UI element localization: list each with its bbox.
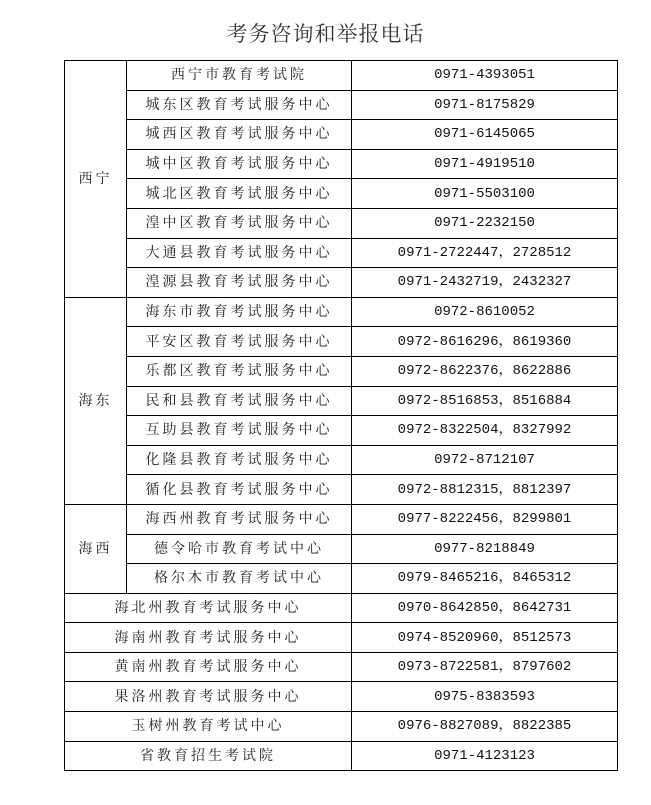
office-name: 湟源县教育考试服务中心 bbox=[127, 268, 352, 298]
table-row bbox=[65, 623, 618, 653]
phone-number: 0979-8465216，8465312 bbox=[352, 564, 618, 594]
office-name: 民和县教育考试服务中心 bbox=[127, 386, 352, 416]
table-row bbox=[65, 652, 618, 682]
office-name: 格尔木市教育考试中心 bbox=[127, 564, 352, 594]
phone-number: 0971-2232150 bbox=[352, 208, 618, 238]
table-row bbox=[65, 475, 618, 505]
table-row bbox=[65, 120, 618, 150]
contact-table bbox=[64, 60, 618, 771]
office-name: 乐都区教育考试服务中心 bbox=[127, 356, 352, 386]
table-row bbox=[65, 238, 618, 268]
office-name: 城中区教育考试服务中心 bbox=[127, 149, 352, 179]
table-row bbox=[65, 682, 618, 712]
table-row bbox=[65, 534, 618, 564]
table-row bbox=[65, 61, 618, 91]
office-name: 玉树州教育考试中心 bbox=[65, 712, 352, 742]
office-name: 城西区教育考试服务中心 bbox=[127, 120, 352, 150]
phone-number: 0971-5503100 bbox=[352, 179, 618, 209]
table-row bbox=[65, 90, 618, 120]
office-name: 果洛州教育考试服务中心 bbox=[65, 682, 352, 712]
office-name: 省教育招生考试院 bbox=[65, 741, 352, 771]
office-name: 黄南州教育考试服务中心 bbox=[65, 652, 352, 682]
region-cell-haixi: 海西 bbox=[65, 504, 127, 593]
phone-number: 0972-8616296，8619360 bbox=[352, 327, 618, 357]
phone-number: 0972-8622376，8622886 bbox=[352, 356, 618, 386]
phone-number: 0971-6145065 bbox=[352, 120, 618, 150]
phone-number: 0971-2722447，2728512 bbox=[352, 238, 618, 268]
region-cell-xining: 西宁 bbox=[65, 61, 127, 298]
phone-number: 0974-8520960，8512573 bbox=[352, 623, 618, 653]
office-name: 城东区教育考试服务中心 bbox=[127, 90, 352, 120]
table-row bbox=[65, 741, 618, 771]
office-name: 大通县教育考试服务中心 bbox=[127, 238, 352, 268]
office-name: 平安区教育考试服务中心 bbox=[127, 327, 352, 357]
office-name: 海南州教育考试服务中心 bbox=[65, 623, 352, 653]
table-row bbox=[65, 386, 618, 416]
phone-number: 0971-4123123 bbox=[352, 741, 618, 771]
phone-number: 0971-2432719，2432327 bbox=[352, 268, 618, 298]
phone-number: 0972-8322504，8327992 bbox=[352, 416, 618, 446]
table-row bbox=[65, 445, 618, 475]
phone-number: 0971-4919510 bbox=[352, 149, 618, 179]
office-name: 海东市教育考试服务中心 bbox=[127, 297, 352, 327]
table-row bbox=[65, 179, 618, 209]
table-row bbox=[65, 504, 618, 534]
office-name: 海北州教育考试服务中心 bbox=[65, 593, 352, 623]
phone-number: 0975-8383593 bbox=[352, 682, 618, 712]
office-name: 循化县教育考试服务中心 bbox=[127, 475, 352, 505]
table-row bbox=[65, 327, 618, 357]
table-row bbox=[65, 356, 618, 386]
phone-number: 0972-8610052 bbox=[352, 297, 618, 327]
table-row bbox=[65, 208, 618, 238]
phone-number: 0972-8516853，8516884 bbox=[352, 386, 618, 416]
phone-number: 0972-8712107 bbox=[352, 445, 618, 475]
table-row bbox=[65, 268, 618, 298]
table-row bbox=[65, 149, 618, 179]
region-cell-haidong: 海东 bbox=[65, 297, 127, 504]
phone-number: 0972-8812315，8812397 bbox=[352, 475, 618, 505]
phone-number: 0971-4393051 bbox=[352, 61, 618, 91]
page-title: 考务咨询和举报电话 bbox=[226, 22, 425, 46]
phone-number: 0976-8827089，8822385 bbox=[352, 712, 618, 742]
table-row bbox=[65, 297, 618, 327]
phone-number: 0970-8642850，8642731 bbox=[352, 593, 618, 623]
office-name: 城北区教育考试服务中心 bbox=[127, 179, 352, 209]
office-name: 西宁市教育考试院 bbox=[127, 61, 352, 91]
table-row bbox=[65, 712, 618, 742]
phone-number: 0977-8218849 bbox=[352, 534, 618, 564]
office-name: 互助县教育考试服务中心 bbox=[127, 416, 352, 446]
office-name: 海西州教育考试服务中心 bbox=[127, 504, 352, 534]
phone-number: 0977-8222456，8299801 bbox=[352, 504, 618, 534]
office-name: 德令哈市教育考试中心 bbox=[127, 534, 352, 564]
phone-number: 0971-8175829 bbox=[352, 90, 618, 120]
office-name: 化隆县教育考试服务中心 bbox=[127, 445, 352, 475]
table-row bbox=[65, 416, 618, 446]
table-row bbox=[65, 593, 618, 623]
office-name: 湟中区教育考试服务中心 bbox=[127, 208, 352, 238]
table-row bbox=[65, 564, 618, 594]
phone-number: 0973-8722581，8797602 bbox=[352, 652, 618, 682]
